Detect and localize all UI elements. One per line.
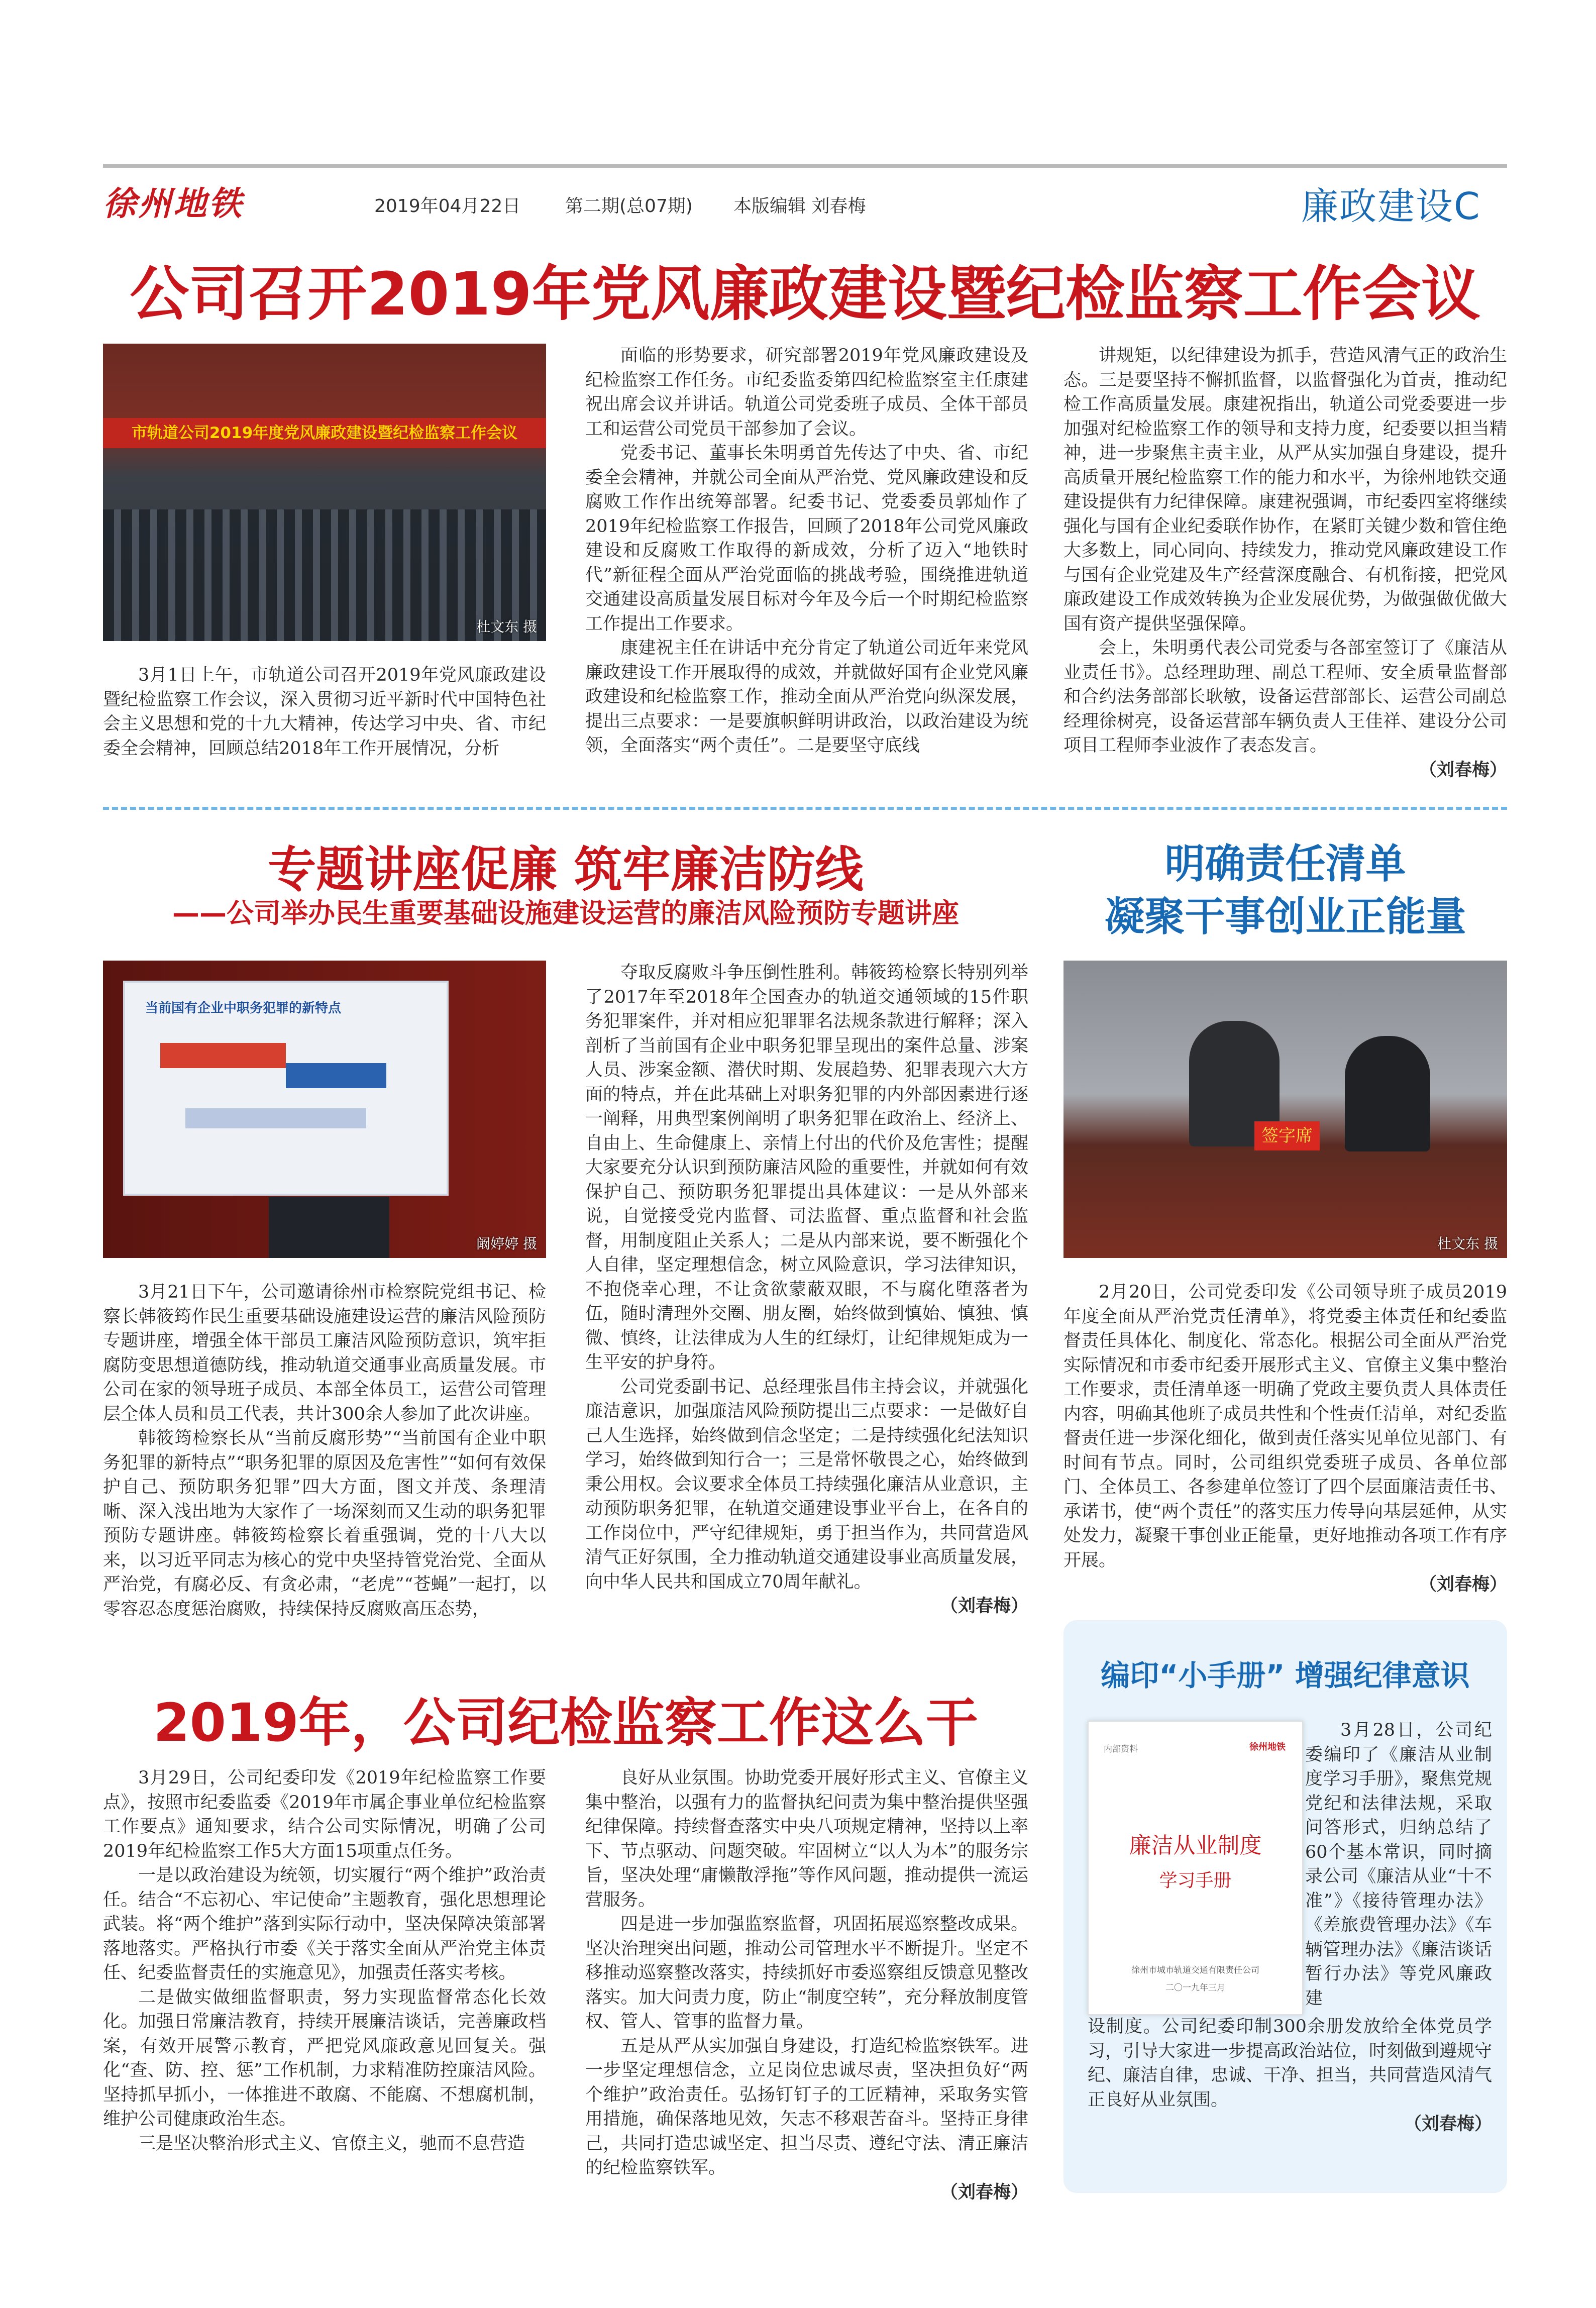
byline: （刘春梅）	[1419, 1574, 1507, 1595]
article1-column-2	[585, 344, 1028, 786]
photo-credit: 阚婷婷 摄	[476, 1235, 537, 1252]
paragraph: 三是坚决整治形式主义、官僚主义，驰而不息营造	[138, 2133, 525, 2154]
byline: （刘春梅）	[1419, 759, 1507, 780]
paragraph: 二是做实做细监督职责，努力实现监督常态化长效化。加强日常廉洁教育，持续开展廉洁谈话，完善廉政档案，有效开展警示教育，严把党风廉政意见回复关。强化“查、防、控、惩”工作机制，力求精准防控廉洁风险。坚持抓早抓小，一体推进不敢腐、不能腐、不想腐机制，维护公司健康政治生态。	[103, 1987, 546, 2129]
paragraph: 3月1日上午，市轨道公司召开2019年党风廉政建设暨纪检监察工作会议，深入贯彻习近平新时代中国特色社会主义思想和党的十九大精神，传达学习中央、省、市纪委全会精神，回顾总结2018年工作开展情况，分析	[103, 665, 546, 759]
paragraph: 3月29日，公司纪委印发《2019年纪检监察工作要点》，按照市纪委监委《2019年市属企事业单位纪检监察工作要点》通知要求，结合公司实际情况，明确了公司2019年纪检监察工作5大方面15项重点任务。	[103, 1768, 546, 1861]
article3-photo	[1063, 961, 1507, 1258]
projection-screen	[123, 981, 449, 1196]
paragraph: 设制度。公司纪委印制300余册发放给全体党员学习，引导大家进一步提高政治站位，时刻做到遵规守纪、廉洁自律，忠诚、干净、担当，共同营造风清气正良好从业氛围。	[1088, 2017, 1493, 2110]
article4-column-1	[103, 1766, 546, 2218]
paragraph: 面临的形势要求，研究部署2019年党风廉政建设及纪检监察工作任务。市纪委监委第四纪检监察室主任康建祝出席会议并讲话。轨道公司党委班子成员、全体干部员工和运营公司党员干部参加了会议。	[585, 346, 1028, 439]
paragraph: 康建祝主任在讲话中充分肯定了轨道公司近年来党风廉政建设工作开展取得的成效，并就做好国有企业党风廉政建设和纪检监察工作，推动全面从严治党向纵深发展，提出三点要求：一是要旗帜鲜明讲政治，以政治建设为统领，全面落实“两个责任”。二是要坚守底线	[585, 638, 1028, 756]
article5-title: 编印“小手册” 增强纪律意识	[1101, 1658, 1470, 1693]
byline: （刘春梅）	[1404, 2114, 1492, 2134]
article2-column-1	[103, 1280, 546, 1619]
section-divider	[103, 807, 1507, 810]
book-tag: 内部资料	[1104, 1744, 1138, 1754]
page-editor: 本版编辑 刘春梅	[733, 196, 866, 217]
section-title: 廉政建设C	[1301, 185, 1481, 228]
article3-column-1	[1063, 1280, 1507, 1602]
header-rule	[103, 164, 1507, 168]
byline: （刘春梅）	[940, 2181, 1028, 2202]
book-title: 廉洁从业制度	[1129, 1833, 1262, 1858]
paragraph: 四是进一步加强监察监督，巩固拓展巡察整改成果。坚决治理突出问题，推动公司管理水平不断提升。坚定不移推动巡察整改落实，持续抓好市委巡察组反馈意见整改落实。加大问责力度，防止“制度空转”，充分释放制度管权、管人、管事的监督力量。	[585, 1914, 1028, 2032]
paragraph: 3月21日下午，公司邀请徐州市检察院党组书记、检察长韩筱筠作民生重要基础设施建设运营的廉洁风险预防专题讲座，增强全体干部员工廉洁风险预防意识，筑牢拒腐防变思想道德防线，推动轨道交通事业高质量发展。市公司在家的领导班子成员、本部全体员工，运营公司管理层全体人员和员工代表，共计300余人参加了此次讲座。	[103, 1282, 546, 1424]
paragraph: 公司党委副书记、总经理张昌伟主持会议，并就强化廉洁意识，加强廉洁风险预防提出三点要求：一是做好自己人生选择，始终做到信念坚定；二是持续强化纪法知识学习，始终做到知行合一；三是常怀敬畏之心，始终做到秉公用权。会议要求全体员工持续强化廉洁从业意识，主动预防职务犯罪，在轨道交通建设事业平台上，在各自的工作岗位中，严守纪律规矩，勇于担当作为，共同营造风清气正好氛围，全力推动轨道交通建设事业高质量发展，向中华人民共和国成立70周年献礼。	[585, 1377, 1028, 1592]
masthead-logo: 徐州地铁	[103, 184, 244, 223]
slide-title: 当前国有企业中职务犯罪的新特点	[145, 1001, 342, 1016]
article4-title: 2019年，公司纪检监察工作这么干	[153, 1692, 978, 1753]
paragraph: 3月28日，公司纪委编印了《廉洁从业制度学习手册》，聚焦党规党纪和法律法规，采取问答形式，归纳总结了60个基本常识，同时摘录公司《廉洁从业“十不准”》《接待管理办法》《差旅费管理办法》《车辆管理办法》《廉洁谈话暂行办法》等党风廉政建	[1305, 1720, 1492, 2009]
book-subtitle: 学习手册	[1159, 1870, 1232, 1891]
article5-column-narrow	[1305, 1718, 1492, 2012]
article1-column-3	[1063, 344, 1507, 786]
book-logo: 徐州地铁	[1249, 1742, 1286, 1752]
photo-credit: 杜文东 摄	[1437, 1235, 1498, 1252]
article1-photo	[103, 344, 546, 641]
paragraph: 一是以政治建设为统领，切实履行“两个维护”政治责任。结合“不忘初心、牢记使命”主题教育，强化思想理论武装。将“两个维护”落到实际行动中，坚决保障决策部署落地落实。严格执行市委《关于落实全面从严治党主体责任、纪委监督责任的实施意见》，加强责任落实考核。	[103, 1865, 546, 1983]
article1-column-1	[103, 663, 546, 784]
book-publisher: 徐州市城市轨道交通有限责任公司	[1131, 1965, 1259, 1975]
paragraph: 2月20日，公司党委印发《公司领导班子成员2019年度全面从严治党责任清单》，将党委主体责任和纪委监督责任具体化、制度化、常态化。根据公司全面从严治党实际情况和市委市纪委开展形式主义、官僚主义集中整治工作要求，责任清单逐一明确了党政主要负责人具体责任内容，明确其他班子成员共性和个性责任清单，对纪委监督责任进一步深化细化，做到责任落实见单位见部门、有时间有节点。同时，公司组织党委班子成员、各单位部门、全体员工、各参建单位签订了四个层面廉洁责任书、承诺书，使“两个责任”的落实压力传导向基层延伸，从实处发力，凝聚干事创业正能量，更好地推动各项工作有序开展。	[1063, 1282, 1507, 1570]
byline: （刘春梅）	[940, 1596, 1028, 1616]
article3-title-line1: 明确责任清单	[1164, 841, 1406, 887]
paragraph: 夺取反腐败斗争压倒性胜利。韩筱筠检察长特别列举了2017年至2018年全国查办的轨道交通领域的15件职务犯罪案件，并对相应犯罪罪名法规条款进行解释；深入剖析了当前国有企业中职务犯罪呈现出的案件总量、涉案人员、涉案金额、潜伏时期、发展趋势、犯罪表现六大方面的特点，并在此基础上对职务犯罪的内外部因素进行逐一阐释，用典型案例阐明了职务犯罪在政治上、经济上、自由上、生命健康上、亲情上付出的代价及危害性；提醒大家要充分认识到预防廉洁风险的重要性，并就如何有效保护自己、预防职务犯罪提出具体建议：一是从外部来说，自觉接受党内监督、司法监督、重点监督和社会监督，用制度阻止关系人；二是从内部来说，要不断强化个人自律，坚定理想信念，树立风险意识，学习法律知识，不抱侥幸心理，不让贪欲蒙蔽双眼，不与腐化堕落者为伍，随时清理外交圈、朋友圈，始终做到慎始、慎独、慎微、慎终，让法律成为人生的红绿灯，让纪律规矩成为一生平安的护身符。	[585, 963, 1028, 1373]
paragraph: 党委书记、董事长朱明勇首先传达了中央、省、市纪委全会精神，并就公司全面从严治党、党风廉政建设和反腐败工作作出统筹部署。纪委书记、党委委员郭灿作了2019年纪检监察工作报告，回顾了2018年公司党风廉政建设和反腐败工作取得的新成效，分析了迈入“地铁时代”新征程全面从严治党面临的挑战考验，围绕推进轨道交通建设高质量发展目标对今年及今后一个时期纪检监察工作提出工作要求。	[585, 443, 1028, 634]
article2-column-2	[585, 961, 1028, 1634]
paragraph: 良好从业氛围。协助党委开展好形式主义、官僚主义集中整治，以强有力的监督执纪问责为集中整治提供坚强纪律保障。持续督查落实中央八项规定精神，坚持以上率下、节点驱动、问题突破。牢固树立“以人为本”的服务宗旨，坚决处理“庸懒散浮拖”等作风问题，推动提供一流运营服务。	[585, 1768, 1028, 1910]
paragraph: 韩筱筠检察长从“当前反腐形势”“当前国有企业中职务犯罪的新特点”“职务犯罪的原因及危害性”“如何有效保护自己、预防职务犯罪”四大方面，图文并茂、条理清晰、深入浅出地为大家作了一场深刻而又生动的职务犯罪预防专题讲座。韩筱筠检察长着重强调，党的十八大以来，以习近平同志为核心的党中央坚持管党治党、全面从严治党，有腐必反、有贪必肃，“老虎”“苍蝇”一起打，以零容忍态度惩治腐败，持续保持反腐败高压态势，	[103, 1428, 546, 1619]
paragraph: 会上，朱明勇代表公司党委与各部室签订了《廉洁从业责任书》。总经理助理、副总工程师、安全质量监督部和合约法务部部长耿敏，设备运营部部长、运营公司副总经理徐树亮，设备运营部车辆负责人王佳祥、建设分公司项目工程师李业波作了表态发言。	[1063, 638, 1507, 756]
issue-date: 2019年04月22日	[374, 196, 521, 217]
paragraph: 讲规矩，以纪律建设为抓手，营造风清气正的政治生态。三是要坚持不懈抓监督，以监督强化为首责，推动纪检工作高质量发展。康建祝指出，轨道公司党委要进一步加强对纪检监察工作的领导和支持力度，纪委要以担当精神，进一步聚焦主责主业，从严从实加强自身建设，提升高质量开展纪检监察工作的能力和水平，为徐州地铁交通建设提供有力纪律保障。康建祝强调，市纪委四室将继续强化与国有企业纪委联作协作，在紧盯关键少数和管住绝大多数上，同心同向、持续发力，推动党风廉政建设工作与国有企业党建及生产经营深度融合、有机衔接，把党风廉政建设工作成效转换为企业发展优势，为做强做优做大国有资产提供坚强保障。	[1063, 346, 1507, 634]
article5-column-wide	[1088, 2015, 1492, 2180]
article1-title: 公司召开2019年党风廉政建设暨纪检监察工作会议	[130, 259, 1480, 329]
handbook-cover	[1088, 1721, 1303, 2015]
issue-number: 第二期(总07期)	[565, 196, 693, 217]
book-date: 二〇一九年三月	[1165, 1983, 1225, 1993]
article2-subtitle: ——公司举办民生重要基础设施建设运营的廉洁风险预防专题讲座	[172, 897, 959, 929]
article3-title-line2: 凝聚干事创业正能量	[1104, 893, 1466, 940]
article2-title: 专题讲座促廉 筑牢廉洁防线	[268, 842, 864, 898]
nameplate: 签字席	[1254, 1121, 1320, 1150]
paragraph: 五是从严从实加强自身建设，打造纪检监察铁军。进一步坚定理想信念，立足岗位忠诚尽责，坚决担负好“两个维护”政治责任。弘扬钉钉子的工匠精神，采取务实管用措施，确保落地见效，矢志不移艰苦奋斗。坚持正身律己，共同打造忠诚坚定、担当尽责、遵纪守法、清正廉洁的纪检监察铁军。	[585, 2036, 1028, 2178]
photo-credit: 杜文东 摄	[476, 618, 537, 635]
article4-column-2	[585, 1766, 1028, 2218]
article2-photo	[103, 961, 546, 1258]
photo-banner-text: 市轨道公司2019年度党风廉政建设暨纪检监察工作会议	[131, 424, 518, 442]
